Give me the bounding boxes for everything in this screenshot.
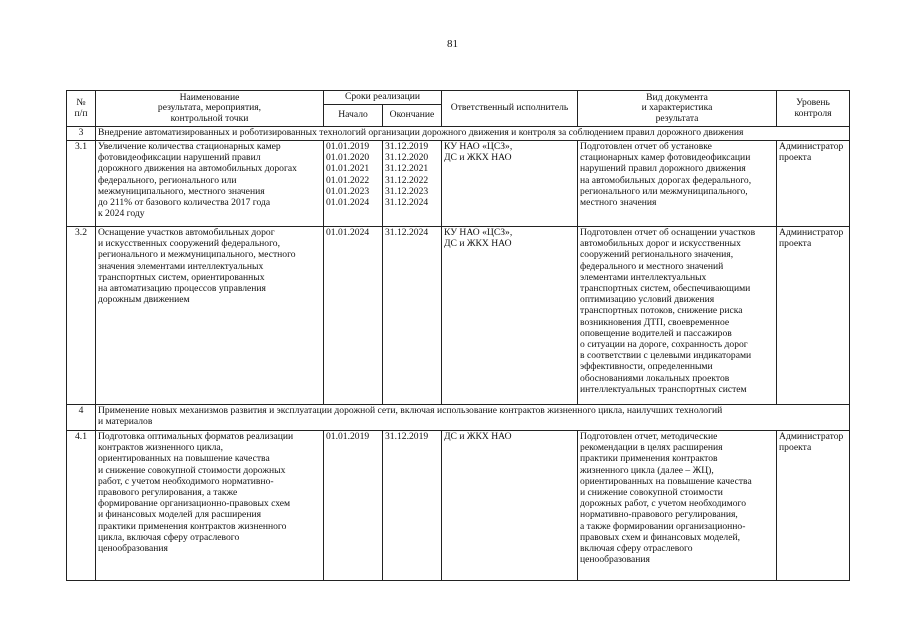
table-body: [67, 127, 850, 581]
page-number: 81: [447, 38, 458, 50]
document-description: Подготовлен отчет об установке стационарных камер фотовидеофиксации нарушений правил дорожного движения на автомобильных дорогах федерального, регионального или межмуниципального, местного значения: [578, 141, 777, 227]
section-number: 3: [67, 127, 96, 141]
document-description: Подготовлен отчет, методические рекомендации в целях расширения практики применения контрактов жизненного цикла (далее – ЖЦ), ориентированных на повышение качества и снижение совокупной стоимости дорожных работ, с учетом необходимого нормативно-правового регулирования, а также формировании организационно- правовых схем и финансовых моделей, включая сферу отраслевого ценообразования: [578, 431, 777, 581]
control-level: Администратор проекта: [777, 227, 850, 405]
start-dates: 01.01.2024: [324, 227, 383, 405]
item-name: Увеличение количества стационарных камер фотовидеофиксации нарушений правил дорожного движения на автомобильных дорогах федерального, регионального или межмуниципального, местного значения до 211% от базового количества 2017 года к 2024 году: [96, 141, 324, 227]
header-row-top: [67, 91, 850, 105]
control-level: Администратор проекта: [777, 141, 850, 227]
item-number: 4.1: [67, 431, 96, 581]
table-row: [67, 431, 850, 581]
executor: КУ НАО «ЦСЗ», ДС и ЖКХ НАО: [442, 227, 578, 405]
col-header-end: Окончание: [383, 105, 442, 127]
item-number: 3.2: [67, 227, 96, 405]
col-header-doc: Вид документа и характеристика результата: [578, 91, 777, 127]
section-number: 4: [67, 405, 96, 431]
col-header-name: Наименование результата, мероприятия, контрольной точки: [96, 91, 324, 127]
document-description: Подготовлен отчет об оснащении участков автомобильных дорог и искусственных сооружений регионального значения, федерального и местного значений элементами интеллектуальных транспортных систем, обеспечивающими оптимизацию условий движения транспортных потоков, снижение риска возникновения ДТП, своевременное оповещение водителей и пассажиров о ситуации на дороге, сохранность дорог в соответствии с целевыми индикаторами эффективности, определенными обоснованиями локальных проектов интеллектуальных транспортных систем: [578, 227, 777, 405]
col-header-level: Уровень контроля: [777, 91, 850, 127]
end-dates: 31.12.2024: [383, 227, 442, 405]
section-row: [67, 127, 850, 141]
table-row: [67, 227, 850, 405]
start-dates: 01.01.2019: [324, 431, 383, 581]
end-dates: 31.12.2019 31.12.2020 31.12.2021 31.12.2022 31.12.2023 31.12.2024: [383, 141, 442, 227]
item-number: 3.1: [67, 141, 96, 227]
col-header-num: № п/п: [67, 91, 96, 127]
executor: КУ НАО «ЦСЗ», ДС и ЖКХ НАО: [442, 141, 578, 227]
plan-table: [66, 90, 850, 581]
executor: ДС и ЖКХ НАО: [442, 431, 578, 581]
control-level: Администратор проекта: [777, 431, 850, 581]
section-title: Внедрение автоматизированных и роботизированных технологий организации дорожного движения и контроля за соблюдением правил дорожного движения: [96, 127, 850, 141]
col-header-terms: Сроки реализации: [324, 91, 442, 105]
col-header-executor: Ответственный исполнитель: [442, 91, 578, 127]
col-header-start: Начало: [324, 105, 383, 127]
item-name: Подготовка оптимальных форматов реализации контрактов жизненного цикла, ориентированных на повышение качества и снижение совокупной стоимости дорожных работ, с учетом необходимого нормативно- правового регулирования, а также формирование организационно-правовых схем и финансовых моделей для расширения практики применения контрактов жизненного цикла, включая сферу отраслевого ценообразования: [96, 431, 324, 581]
section-row: [67, 405, 850, 431]
start-dates: 01.01.2019 01.01.2020 01.01.2021 01.01.2022 01.01.2023 01.01.2024: [324, 141, 383, 227]
end-dates: 31.12.2019: [383, 431, 442, 581]
table-row: [67, 141, 850, 227]
section-title: Применение новых механизмов развития и эксплуатации дорожной сети, включая использование контрактов жизненного цикла, наилучших технологий и материалов: [96, 405, 850, 431]
item-name: Оснащение участков автомобильных дорог и искусственных сооружений федерального, регионального и межмуниципального, местного значения элементами интеллектуальных транспортных систем, ориентированных на автоматизацию процессов управления дорожным движением: [96, 227, 324, 405]
